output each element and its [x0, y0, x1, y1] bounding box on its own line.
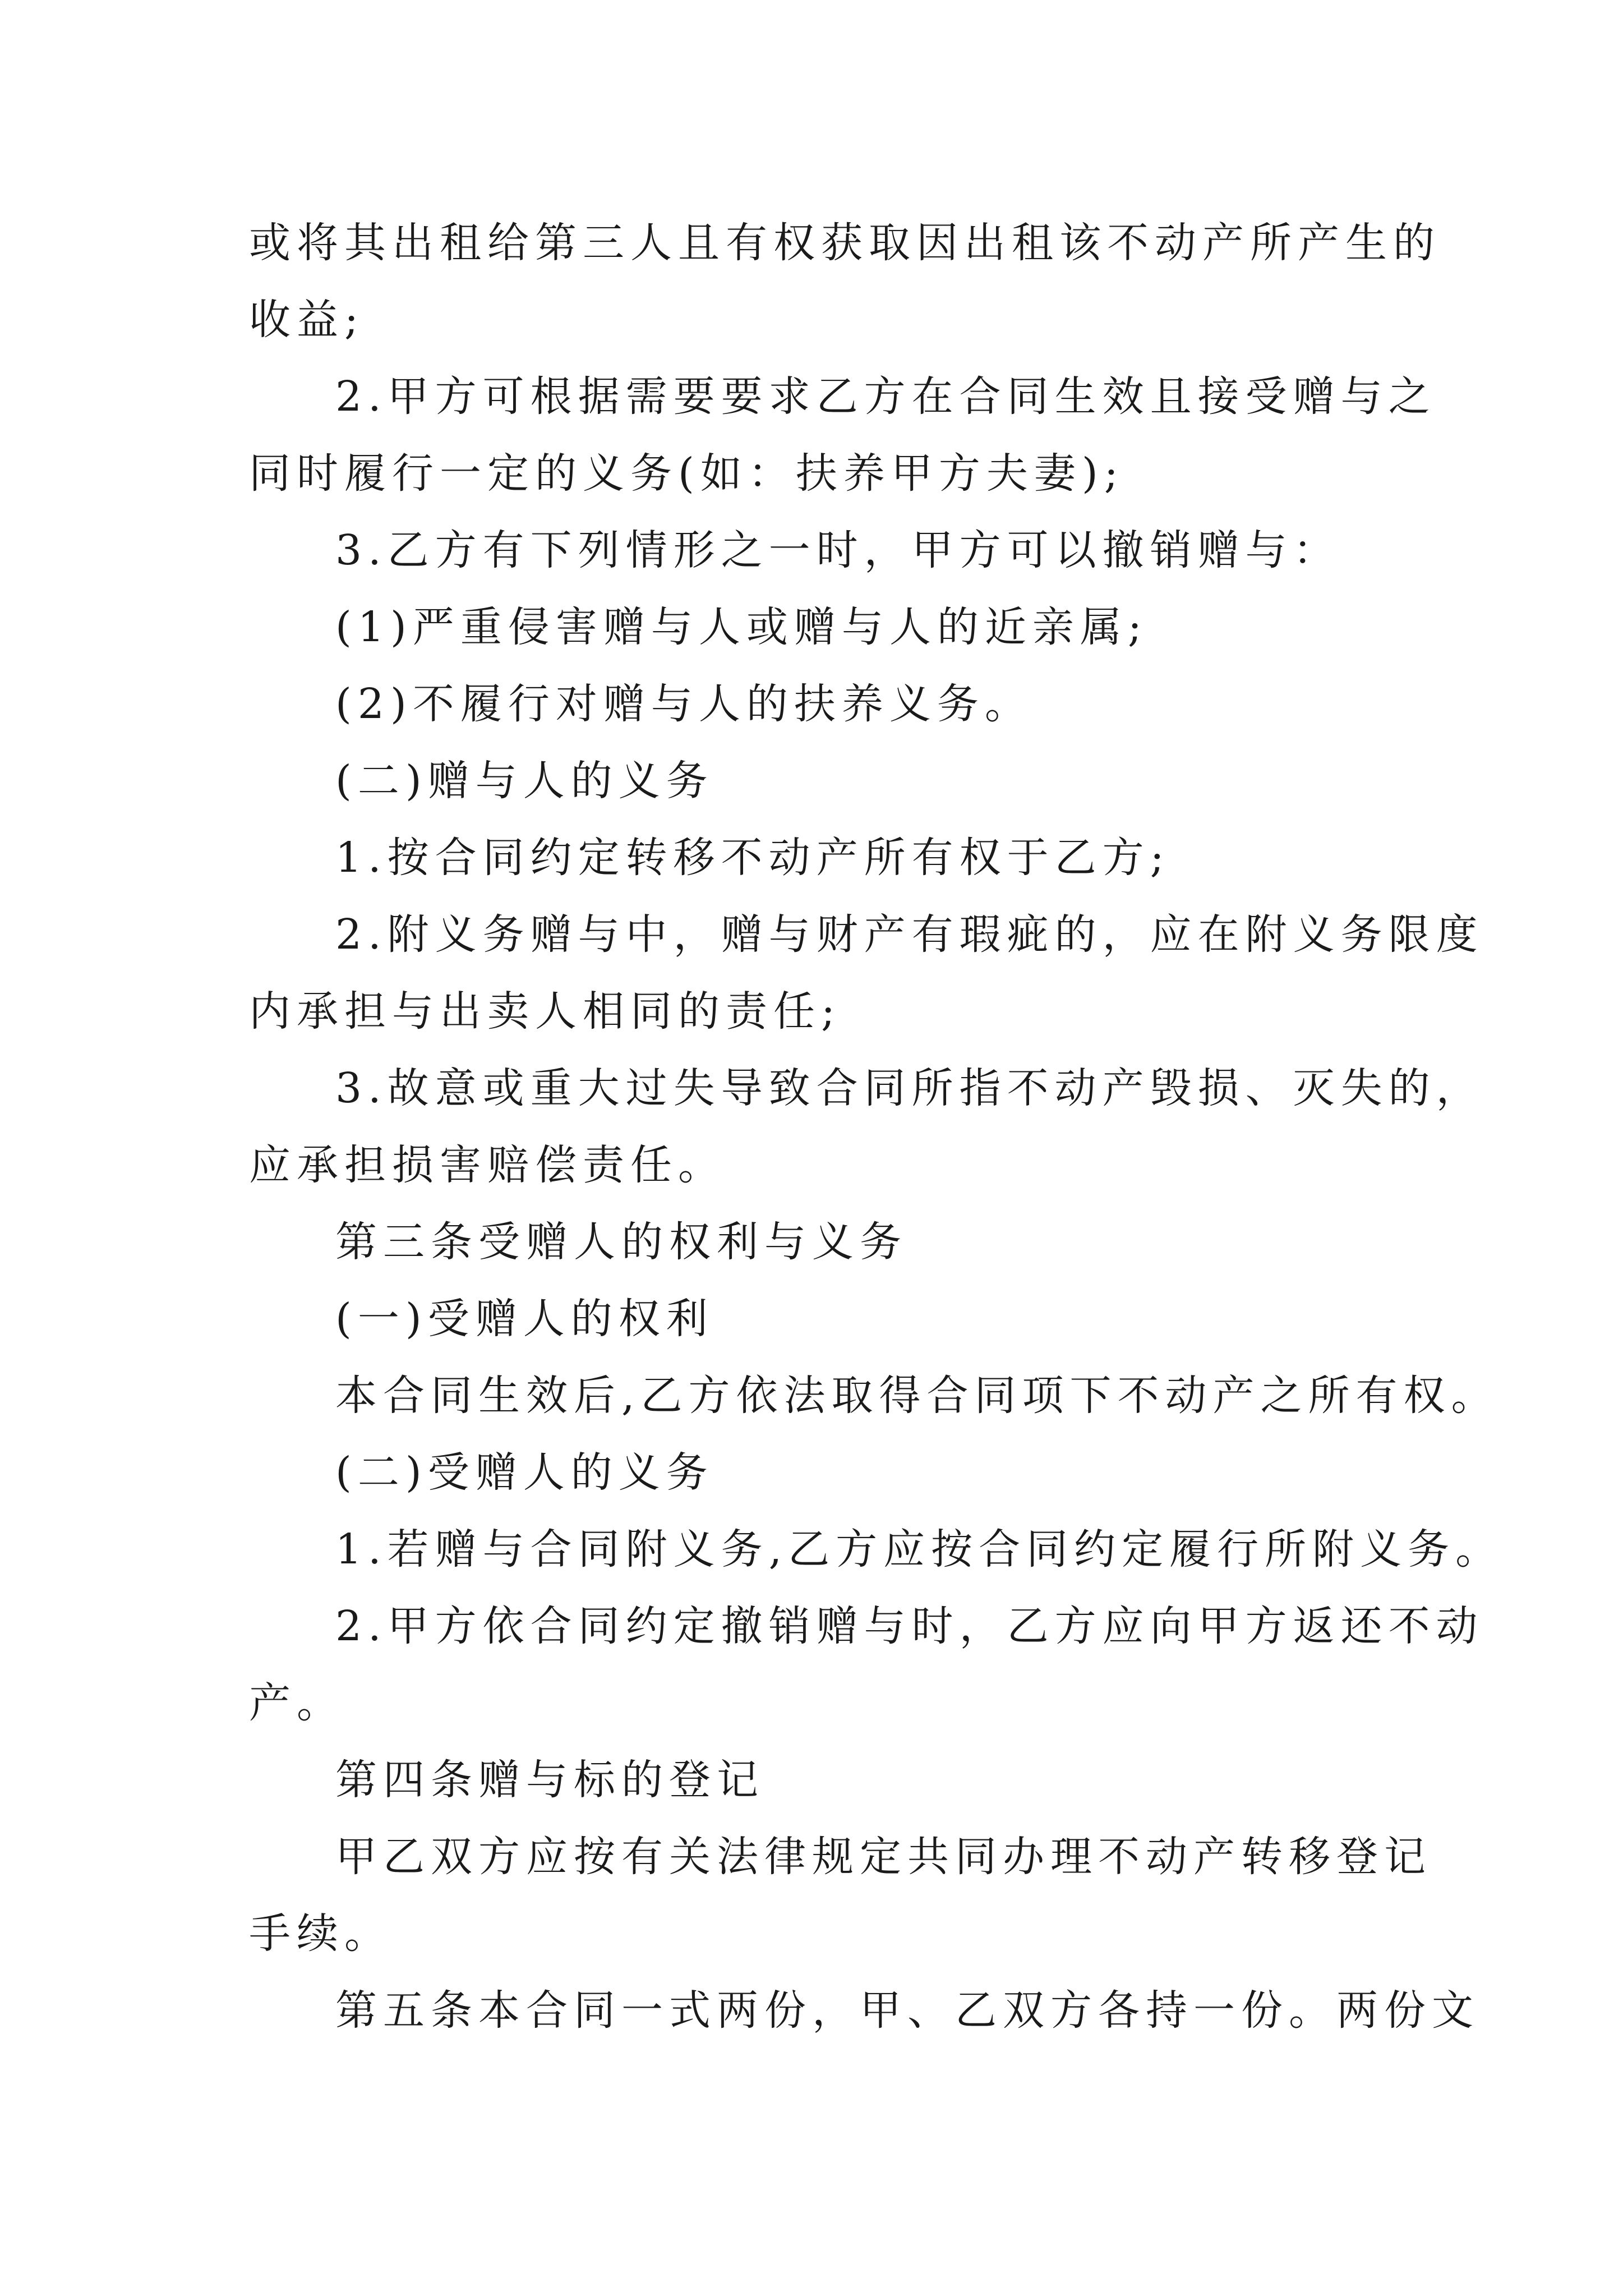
text-line: 2.甲方可根据需要要求乙方在合同生效且接受赠与之 [335, 372, 1436, 421]
text-line: 收益; [249, 296, 365, 344]
text-line: 第三条受赠人的权利与义务 [335, 1218, 907, 1266]
text-line: 甲乙双方应按有关法律规定共同办理不动产转移登记 [335, 1833, 1432, 1881]
text-line: 1.按合同约定转移不动产所有权于乙方; [335, 834, 1170, 882]
text-line: 2.附义务赠与中，赠与财产有瑕疵的，应在附义务限度 [335, 910, 1484, 959]
text-line: 2.甲方依合同约定撤销赠与时，乙方应向甲方返还不动 [335, 1602, 1484, 1650]
text-line: 手续。 [249, 1910, 392, 1958]
text-line: 1.若赠与合同附义务,乙方应按合同约定履行所附义务。 [335, 1525, 1504, 1573]
text-line: 3.故意或重大过失导致合同所指不动产毁损、灭失的， [335, 1064, 1484, 1112]
text-line: 同时履行一定的义务(如：扶养甲方夫妻); [249, 449, 1124, 498]
text-line: 3.乙方有下列情形之一时，甲方可以撤销赠与： [335, 526, 1341, 574]
text-line: (二)赠与人的义务 [335, 757, 714, 805]
text-line: 或将其出租给第三人且有权获取因出租该不动产所产生的 [249, 219, 1441, 267]
text-line: (2)不履行对赠与人的扶养义务。 [335, 680, 1032, 728]
text-line: 应承担损害赔偿责任。 [249, 1141, 726, 1189]
text-line: 第五条本合同一式两份，甲、乙双方各持一份。两份文 [335, 1986, 1479, 2035]
text-line: 第四条赠与标的登记 [335, 1756, 764, 1804]
text-line: 本合同生效后,乙方依法取得合同项下不动产之所有权。 [335, 1372, 1499, 1420]
text-line: 内承担与出卖人相同的责任; [249, 987, 841, 1036]
text-line: (一)受赠人的权利 [335, 1295, 714, 1343]
text-line: (1)严重侵害赠与人或赠与人的近亲属; [335, 603, 1148, 651]
text-line: (二)受赠人的义务 [335, 1448, 714, 1497]
text-line: 产。 [249, 1679, 344, 1727]
